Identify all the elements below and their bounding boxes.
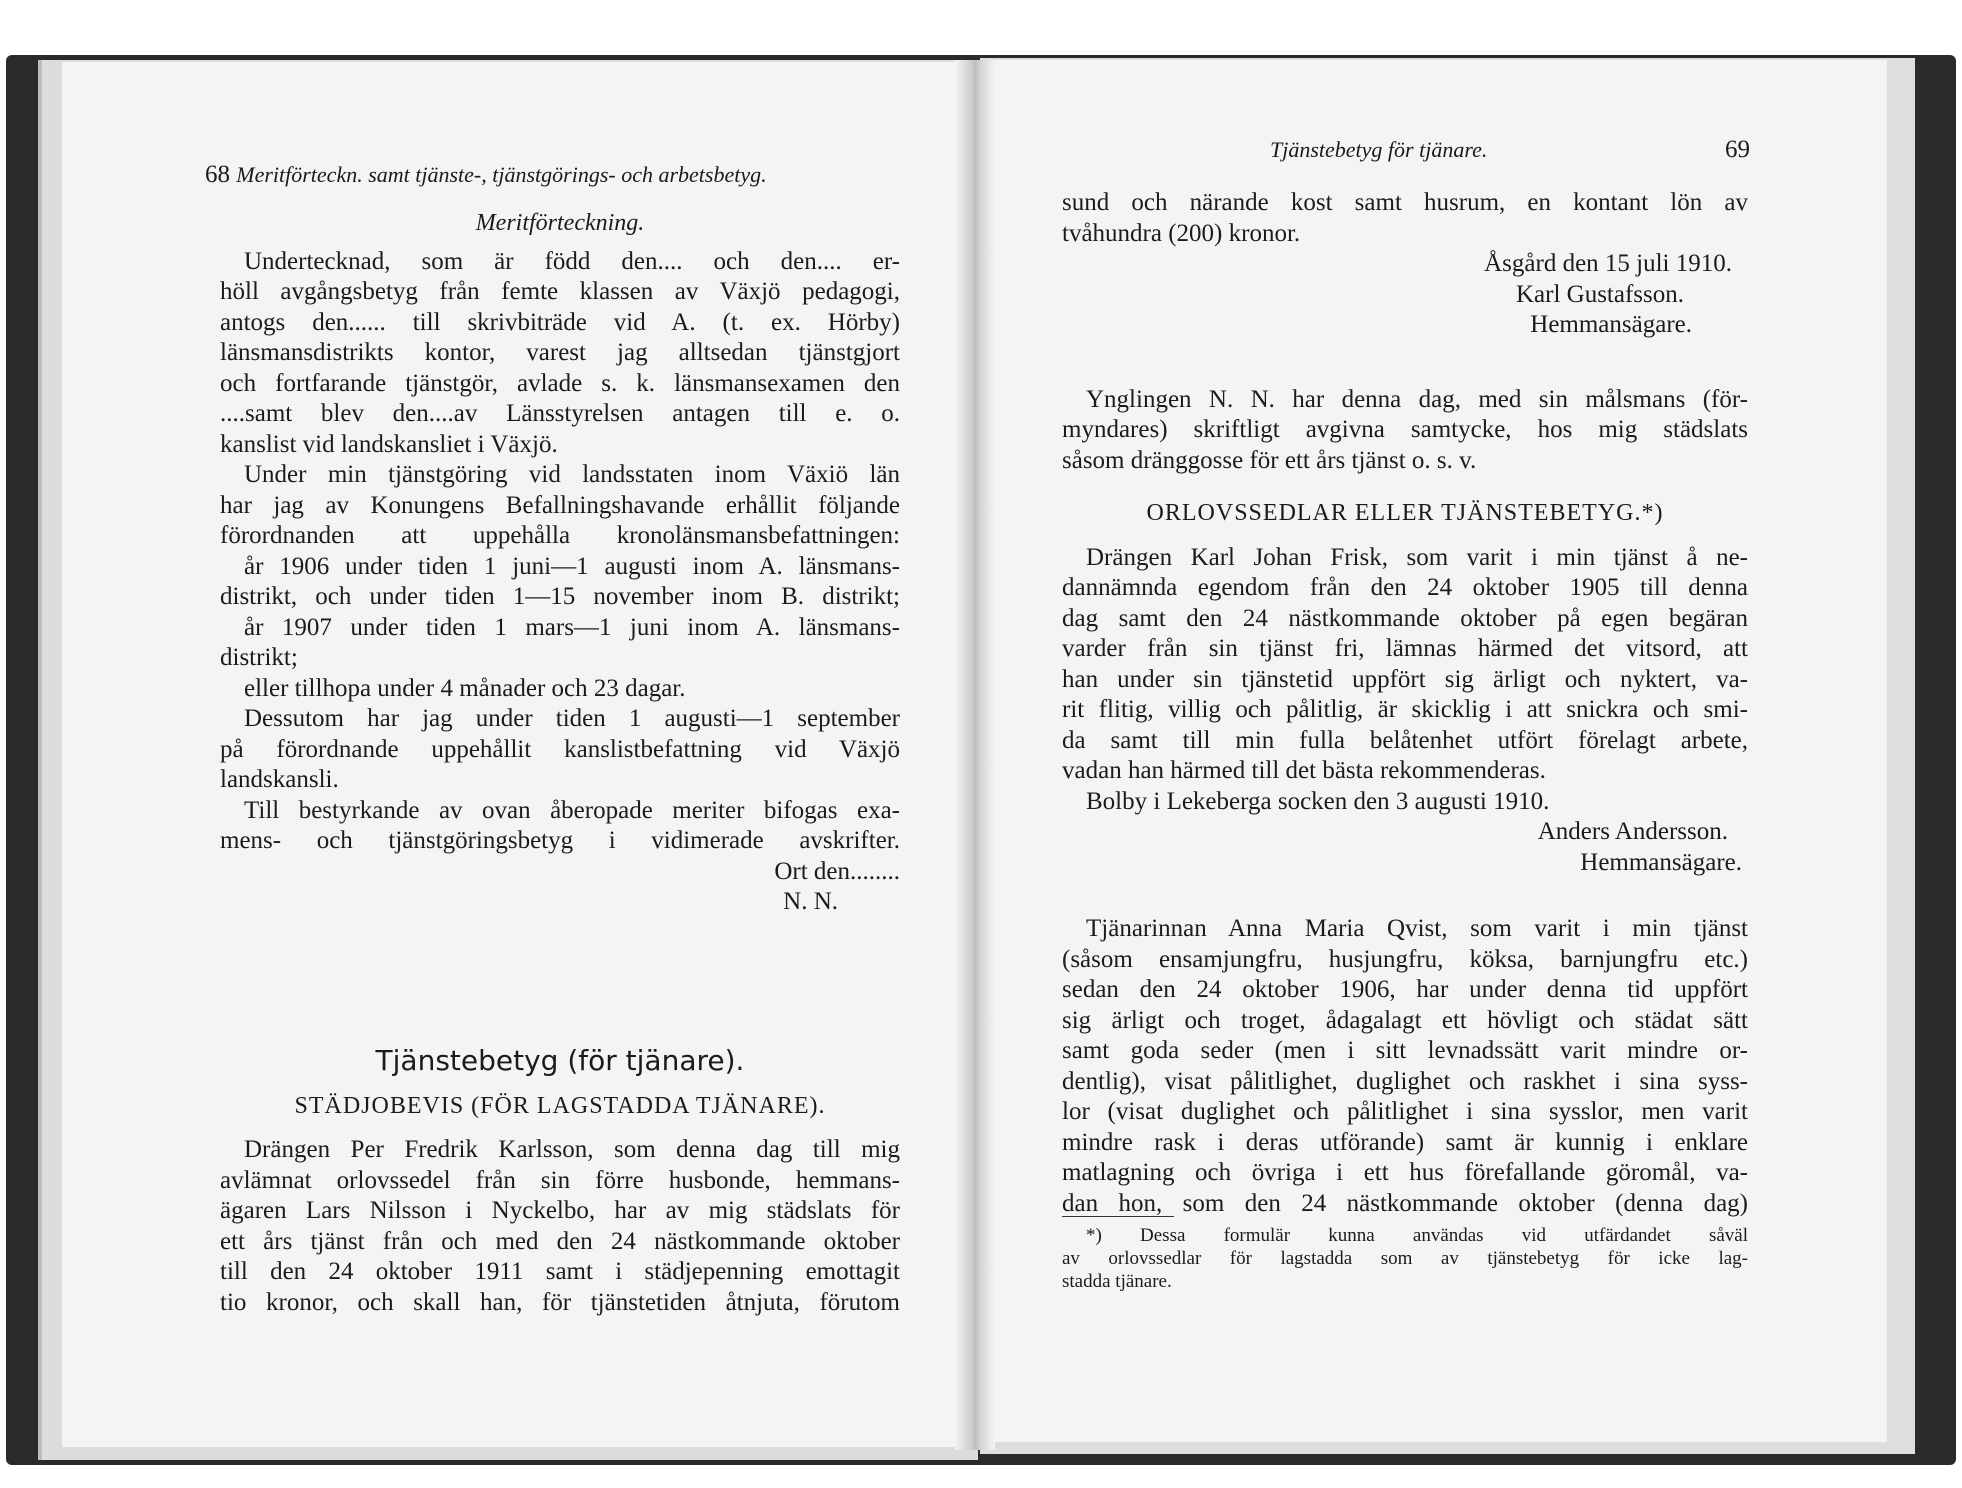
- footnote-line: stadda tjänare.: [1062, 1271, 1172, 1292]
- text-line: dannämnda egendom från den 24 oktober 1905 till denna: [1062, 574, 1748, 601]
- text-line: lor (visat duglighet och pålitlighet i sina sysslor, men varit: [1062, 1098, 1748, 1125]
- text-line: antogs den...... till skrivbiträde vid A. (t. ex. Hörby): [220, 308, 900, 336]
- signature-line: Hemmansägare.: [1530, 311, 1692, 338]
- left-header: [205, 160, 905, 191]
- text-line: såsom dränggosse för ett års tjänst o. s. v.: [1062, 446, 1477, 474]
- text-line: tio kronor, och skall han, för tjänstetiden åtnjuta, förutom: [220, 1288, 900, 1316]
- footnote-line: *) Dessa formulär kunna användas vid utfärdandet såväl: [1086, 1225, 1748, 1246]
- text-line: har jag av Konungens Befallningshavande erhållit följande: [220, 491, 900, 519]
- signature-line: Anders Andersson.: [1537, 818, 1728, 845]
- text-line: dan hon, som den 24 nästkommande oktober (denna dag): [1062, 1189, 1748, 1217]
- caps-heading: ORLOVSSEDLAR ELLER TJÄNSTEBETYG.*): [1146, 500, 1664, 526]
- text-line: Dessutom har jag under tiden 1 augusti—1 september: [244, 705, 900, 732]
- text-line: sig ärligt och troget, ådagalagt ett hövligt och städat sätt: [1062, 1006, 1748, 1034]
- right-page-body: [1062, 188, 1748, 1219]
- text-line: Under min tjänstgöring vid landsstaten inom Växiö län: [244, 461, 900, 488]
- text-line: sund och närande kost samt husrum, en kontant lön av: [1062, 189, 1748, 216]
- text-line: myndares) skriftligt avgivna samtycke, hos mig städslats: [1062, 416, 1748, 443]
- text-line: sedan den 24 oktober 1906, har under denna tid uppfört: [1062, 976, 1748, 1003]
- text-line: till den 24 oktober 1911 samt i städjepenning emottagit: [220, 1258, 900, 1285]
- text-line: Undertecknad, som är född den.... och den.... er-: [244, 247, 900, 275]
- text-line: länsmansdistrikts kontor, varest jag alltsedan tjänstgjort: [220, 339, 900, 366]
- text-line: på förordnande uppehållit kanslistbefattning vid Växjö: [220, 735, 900, 763]
- text-line: eller tillhopa under 4 månader och 23 dagar.: [244, 674, 686, 702]
- text-line: samt goda seder (men i sitt levnadssätt varit mindre or-: [1062, 1037, 1748, 1064]
- text-line: ....samt blev den....av Länsstyrelsen antagen till e. o.: [220, 400, 900, 427]
- text-line: dag samt den 24 nästkommande oktober på egen begäran: [1062, 604, 1748, 632]
- text-line: höll avgångsbetyg från femte klassen av Växjö pedagogi,: [220, 278, 900, 305]
- text-line: kanslist vid landskansliet i Växjö.: [220, 430, 558, 458]
- signature-line: Åsgård den 15 juli 1910.: [1484, 250, 1732, 277]
- text-line: varder från sin tjänst fri, lämnas härmed det vitsord, att: [1062, 635, 1748, 662]
- left-page-body-lower: [220, 1046, 900, 1318]
- text-line: vadan han härmed till det bästa rekommenderas.: [1062, 757, 1546, 784]
- text-line: dentlig), visat pålitlighet, duglighet och raskhet i sina syss-: [1062, 1067, 1748, 1095]
- footnote-rule: [1062, 1216, 1174, 1217]
- text-line: Till bestyrkande av ovan åberopade meriter bifogas exa-: [244, 796, 900, 824]
- section-title: Meritförteckning.: [475, 210, 645, 236]
- text-line: ägaren Lars Nilsson i Nyckelbo, har av mig städslats för: [220, 1197, 900, 1224]
- footnote-line: av orlovssedlar för lagstadda som av tjänstebetyg för icke lag-: [1062, 1248, 1748, 1269]
- text-line: distrikt, och under tiden 1—15 november inom B. distrikt;: [220, 583, 900, 610]
- left-running-head: Meritförteckn. samt tjänste-, tjänstgörings- och arbetsbetyg.: [236, 162, 767, 187]
- text-line: år 1906 under tiden 1 juni—1 augusti inom A. länsmans-: [244, 552, 900, 580]
- left-page-number: 68: [205, 161, 230, 188]
- text-line: distrikt;: [220, 644, 298, 671]
- left-page-body: [220, 208, 900, 918]
- text-line: Bolby i Lekeberga socken den 3 augusti 1910.: [1086, 787, 1550, 815]
- big-heading: Tjänstebetyg (för tjänare).: [375, 1044, 745, 1077]
- signature-line: Karl Gustafsson.: [1515, 280, 1684, 308]
- right-running-head: Tjänstebetyg för tjänare.: [1270, 137, 1488, 162]
- text-line: Ynglingen N. N. har denna dag, med sin målsmans (för-: [1086, 385, 1748, 413]
- text-line: avlämnat orlovssedel från sin förre husbonde, hemmans-: [220, 1166, 900, 1194]
- text-line: rit flitig, villig och pålitlig, är skicklig i att snickra och smi-: [1062, 696, 1748, 723]
- text-line: han under sin tjänstetid uppfört sig ärligt och nyktert, va-: [1062, 665, 1748, 693]
- text-line: matlagning och övriga i ett hus förefallande göromål, va-: [1062, 1159, 1748, 1186]
- text-line: tvåhundra (200) kronor.: [1062, 219, 1301, 247]
- text-line: landskansli.: [220, 766, 339, 793]
- caps-heading: STÄDJOBEVIS (FÖR LAGSTADDA TJÄNARE).: [294, 1092, 826, 1119]
- text-line: och fortfarande tjänstgör, avlade s. k. länsmansexamen den: [220, 369, 900, 397]
- signature-line: Hemmansägare.: [1580, 848, 1742, 876]
- text-line: Drängen Karl Johan Frisk, som varit i min tjänst å ne-: [1086, 543, 1748, 571]
- text-line: mindre rask i deras utförande) samt är kunnig i enklare: [1062, 1128, 1748, 1156]
- text-line: år 1907 under tiden 1 mars—1 juni inom A. länsmans-: [244, 613, 900, 641]
- text-line: da samt till min fulla belåtenhet utfört förelagt arbete,: [1062, 726, 1748, 754]
- signature: N. N.: [783, 888, 838, 915]
- book-gutter: [955, 60, 995, 1450]
- text-line: Drängen Per Fredrik Karlsson, som denna dag till mig: [244, 1136, 900, 1163]
- right-page-number: 69: [1725, 136, 1750, 163]
- place-date: Ort den........: [774, 857, 900, 885]
- text-line: Tjänarinnan Anna Maria Qvist, som varit i min tjänst: [1086, 915, 1748, 942]
- footnote: [1062, 1224, 1748, 1293]
- text-line: (såsom ensamjungfru, husjungfru, köksa, barnjungfru etc.): [1062, 945, 1748, 973]
- text-line: mens- och tjänstgöringsbetyg i vidimerade avskrifter.: [220, 827, 900, 854]
- text-line: förordnanden att uppehålla kronolänsmansbefattningen:: [220, 522, 900, 549]
- text-line: ett års tjänst från och med den 24 nästkommande oktober: [220, 1227, 900, 1255]
